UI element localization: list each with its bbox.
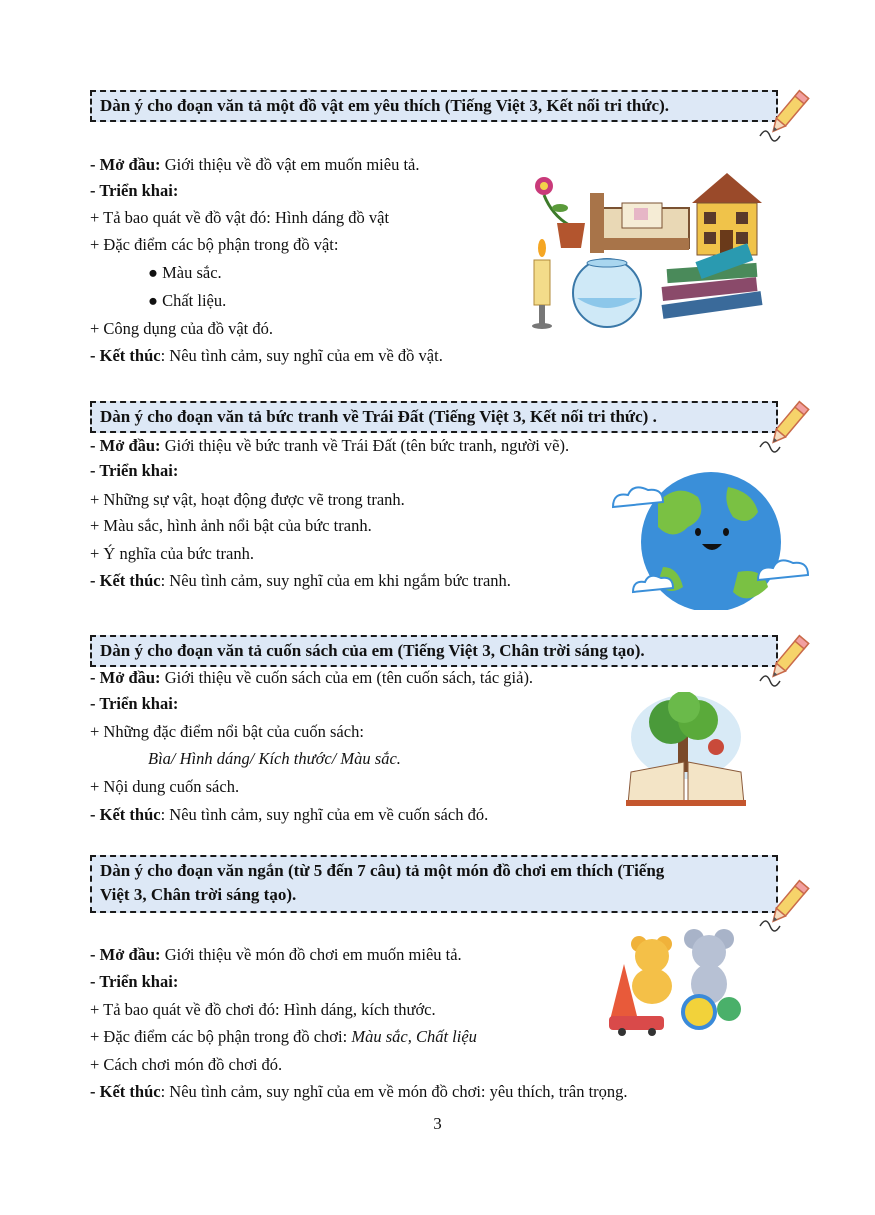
s2-body-label: - Triển khai: [90, 461, 179, 480]
pencil-icon [758, 397, 814, 457]
cloud-icon [633, 576, 673, 592]
section-4-heading [90, 855, 778, 913]
koala-toy-icon [684, 929, 734, 1004]
s2-intro: - Mở đầu: Giới thiệu về bức tranh về Trái Đất (tên bức tranh, người vẽ). [90, 436, 570, 455]
flower-pot-icon [535, 177, 585, 248]
s4-heading-line-1: Dàn ý cho đoạn văn ngắn (từ 5 đến 7 câu) tả một món đồ chơi em thích (Tiếng [100, 861, 665, 880]
s3-end: - Kết thúc: Nêu tình cảm, suy nghĩ của em về cuốn sách đó. [90, 805, 489, 824]
s3-body-label: - Triển khai: [90, 694, 179, 713]
s1-line-3: + Công dụng của đồ vật đó. [90, 319, 273, 338]
earth-illustration [608, 462, 818, 610]
s4-heading-line-2: Việt 3, Chân trời sáng tạo). [100, 885, 297, 904]
pencil-icon [758, 876, 814, 936]
s1-body-label: - Triển khai: [90, 181, 179, 200]
s3-line-1: + Những đặc điểm nổi bật của cuốn sách: [90, 722, 364, 741]
s1-intro: - Mở đầu: Giới thiệu về đồ vật em muốn miêu tả. [90, 155, 420, 174]
s3-italic-line: Bìa/ Hình dáng/ Kích thước/ Màu sắc. [148, 749, 401, 768]
s4-line-1: + Tả bao quát về đồ chơi đó: Hình dáng, kích thước. [90, 1000, 436, 1019]
s4-body-label: - Triển khai: [90, 972, 179, 991]
page-number: 3 [433, 1114, 442, 1133]
s3-line-2: + Nội dung cuốn sách. [90, 777, 240, 796]
s1-bullet-2: ● Chất liệu. [148, 291, 227, 310]
s2-end: - Kết thúc: Nêu tình cảm, suy nghĩ của em khi ngắm bức tranh. [90, 571, 511, 590]
s3-intro: - Mở đầu: Giới thiệu về cuốn sách của em (tên cuốn sách, tác giả). [90, 668, 534, 687]
section-3-heading: Dàn ý cho đoạn văn tả cuốn sách của em (Tiếng Việt 3, Chân trời sáng tạo). [90, 635, 778, 667]
toys-illustration [604, 924, 744, 1036]
s2-line-1: + Những sự vật, hoạt động được vẽ trong tranh. [90, 490, 405, 509]
s4-line-3: + Cách chơi món đồ chơi đó. [90, 1055, 283, 1074]
pencil-icon [758, 86, 814, 146]
s1-end: - Kết thúc: Nêu tình cảm, suy nghĩ của em về đồ vật. [90, 346, 443, 365]
fishbowl-icon [573, 259, 641, 327]
teddy-bear-icon [631, 936, 672, 1004]
candle-icon [532, 239, 552, 329]
pencil-icon [758, 631, 814, 691]
household-objects-illustration [522, 168, 772, 333]
s1-bullet-1: ● Màu sắc. [148, 263, 222, 282]
s1-line-1: + Tả bao quát về đồ vật đó: Hình dáng đồ vật [90, 208, 390, 227]
s2-line-2: + Màu sắc, hình ảnh nổi bật của bức tranh. [90, 516, 372, 535]
house-icon [692, 173, 762, 255]
s2-line-3: + Ý nghĩa của bức tranh. [90, 544, 254, 563]
s4-intro: - Mở đầu: Giới thiệu về món đồ chơi em muốn miêu tả. [90, 945, 462, 964]
bed-icon [590, 193, 689, 253]
section-2-heading: Dàn ý cho đoạn văn tả bức tranh về Trái Đất (Tiếng Việt 3, Kết nối tri thức) . [90, 401, 778, 433]
section-1-heading: Dàn ý cho đoạn văn tả một đồ vật em yêu thích (Tiếng Việt 3, Kết nối tri thức). [90, 90, 778, 122]
s4-line-2: + Đặc điểm các bộ phận trong đồ chơi: Màu sắc, Chất liệu [90, 1027, 477, 1046]
open-book-illustration [626, 692, 746, 807]
s4-end: - Kết thúc: Nêu tình cảm, suy nghĩ của em về món đồ chơi: yêu thích, trân trọng. [90, 1082, 628, 1101]
s1-line-2: + Đặc điểm các bộ phận trong đồ vật: [90, 235, 339, 254]
